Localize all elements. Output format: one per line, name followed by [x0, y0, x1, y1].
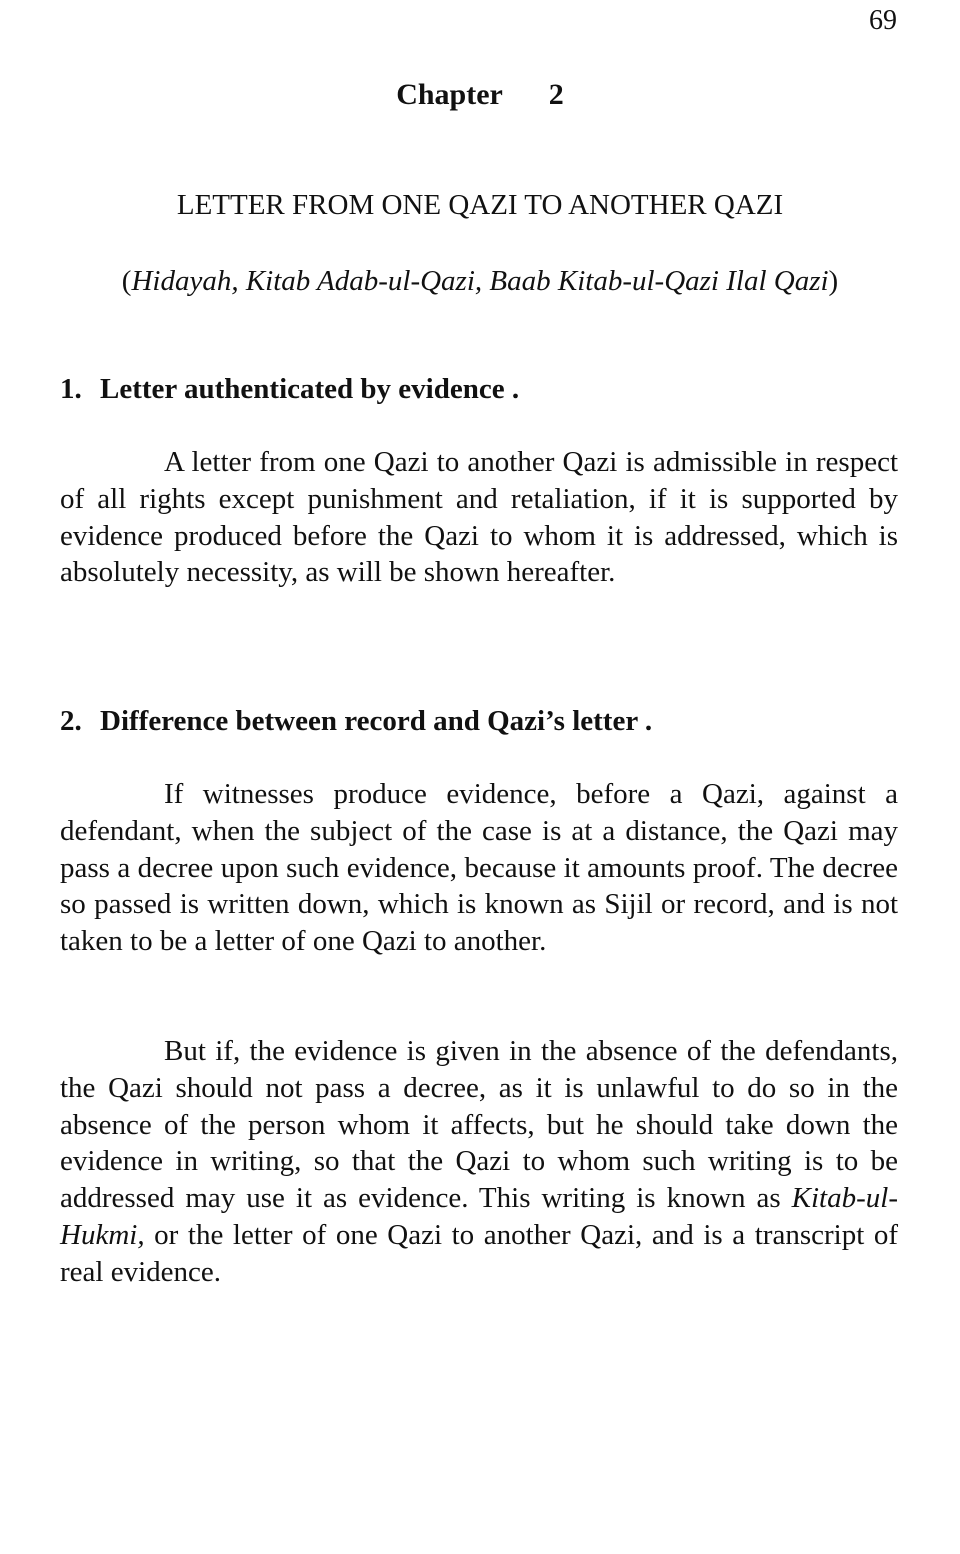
closing-text-part2: or the letter of one Qazi to another Qazi, and is a transcript of real evidence.	[60, 1218, 898, 1288]
chapter-title: Chapter 2	[396, 78, 564, 111]
section-heading-2	[60, 702, 900, 740]
section-paragraph-1: A letter from one Qazi to another Qazi is admissible in respect of all rights except punishment and retaliation, if it is supported by evidence produced before the Qazi to whom it is addressed, which is absolutely necessity, as will be shown hereafter.	[60, 446, 898, 589]
section-paragraph-2: If witnesses produce evidence, before a Qazi, against a defendant, when the subject of the case is at a distance, the Qazi may pass a decree upon such evidence, because it amounts proof. The decree so passed is written down, which is known as Sijil or record, and is not taken to be a letter of one Qazi to another.	[60, 778, 898, 958]
section-heading-text: Difference between record and Qazi’s letter .	[100, 705, 653, 737]
source-citation	[0, 262, 960, 300]
section-number: 1.	[60, 373, 82, 405]
citation-text: Hidayah, Kitab Adab-ul-Qazi, Baab Kitab-ul-Qazi Ilal Qazi	[131, 265, 829, 297]
section-heading-1	[60, 370, 900, 408]
citation-close-paren: )	[828, 265, 839, 297]
section-number: 2.	[60, 705, 82, 737]
closing-paragraph	[60, 1033, 898, 1291]
closing-text-part1: But if, the evidence is given in the absence of the defendants, the Qazi should not pass a decree, as it is unlawful to do so in the absence of the person whom it affects, but he should take down the evidence in writing, so that the Qazi to whom such writing is to be addressed may use it as evidence. This writing is known as	[60, 1035, 898, 1215]
page-number: 69	[869, 5, 897, 36]
document-title: LETTER FROM ONE QAZI TO ANOTHER QAZI	[176, 189, 784, 221]
closing-italic-term: Kitab-ul-Hukmi,	[60, 1182, 898, 1251]
citation-open-paren: (	[121, 265, 132, 297]
section-heading-text: Letter authenticated by evidence .	[100, 373, 520, 405]
